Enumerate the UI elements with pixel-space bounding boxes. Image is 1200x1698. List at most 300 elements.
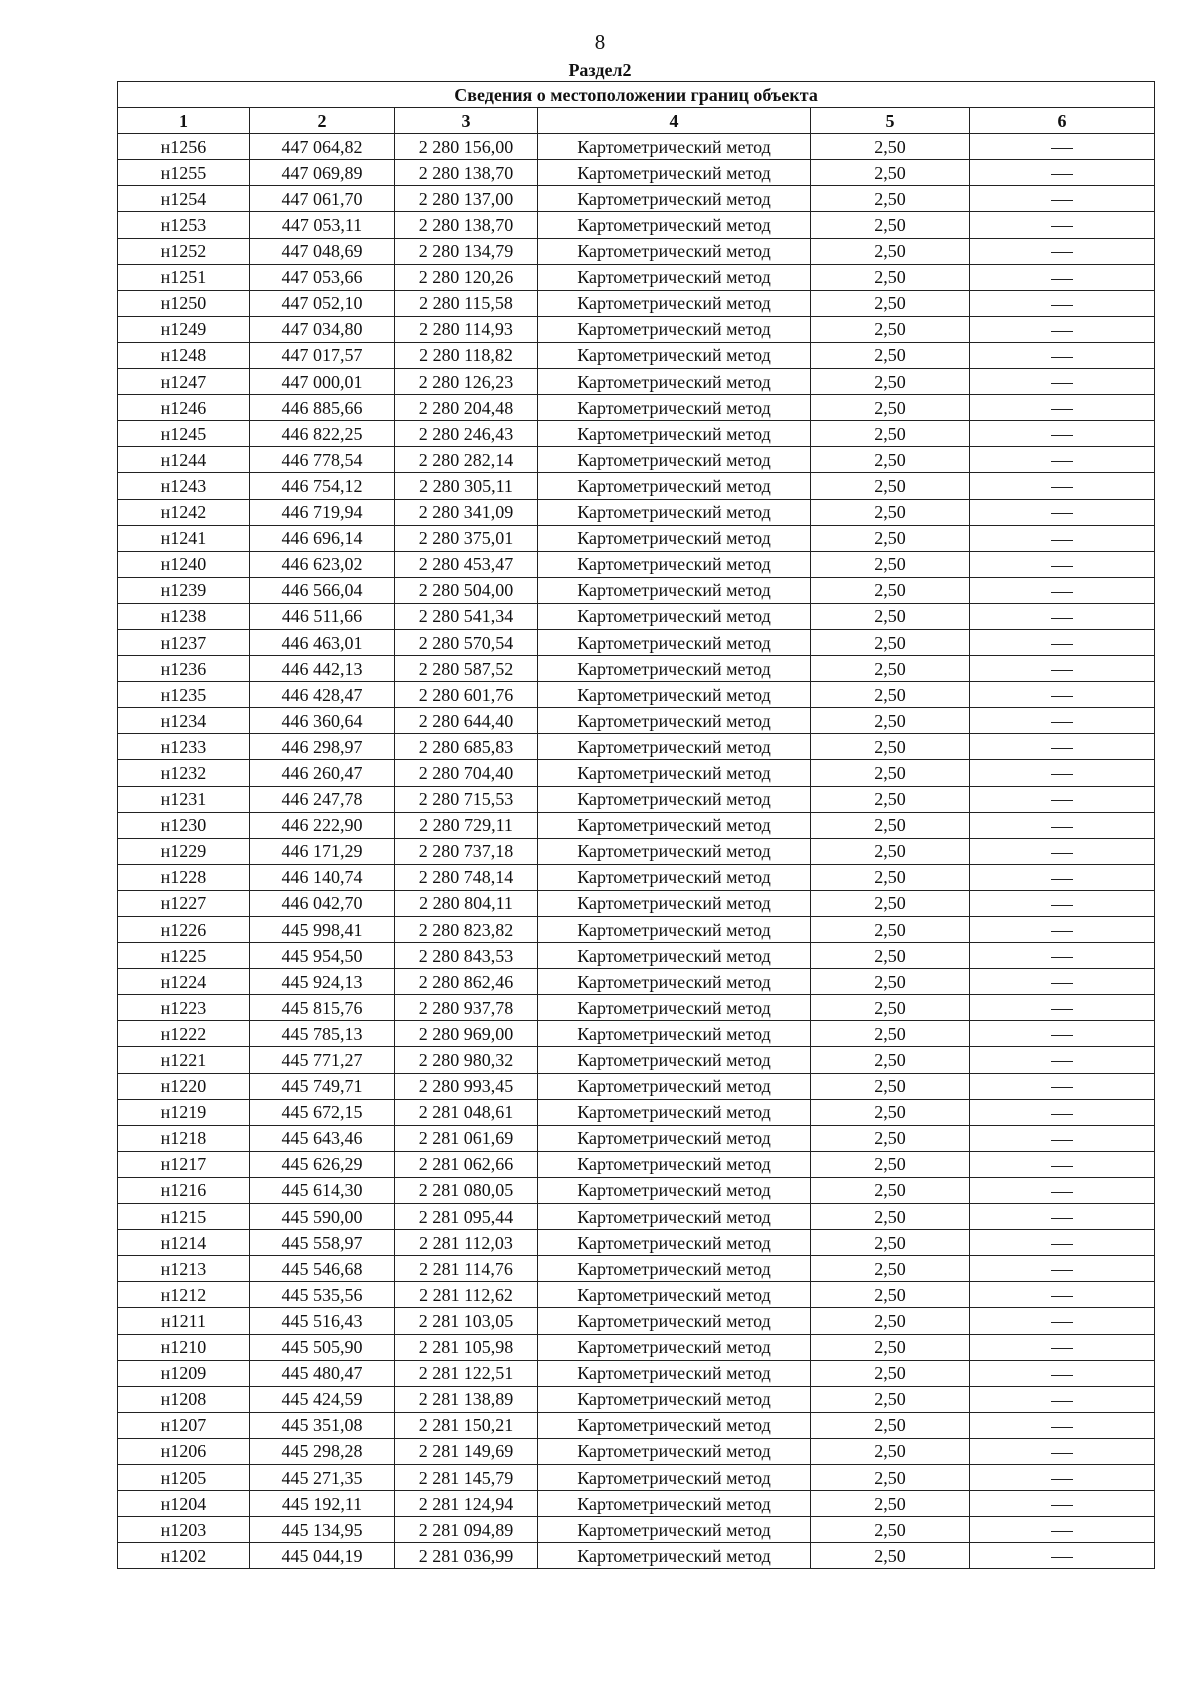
point-id-cell: н1242: [118, 499, 250, 525]
point-id-cell: н1226: [118, 917, 250, 943]
table-row: [118, 212, 1155, 238]
x-coordinate-cell: 446 360,64: [250, 708, 395, 734]
point-id-cell: н1219: [118, 1099, 250, 1125]
accuracy-cell: 2,50: [811, 369, 970, 395]
empty-value-dash: [1051, 931, 1073, 932]
description-cell: [970, 551, 1155, 577]
y-coordinate-cell: 2 280 937,78: [395, 995, 538, 1021]
method-cell: Картометрический метод: [538, 1204, 811, 1230]
point-id-cell: н1230: [118, 812, 250, 838]
accuracy-cell: 2,50: [811, 1073, 970, 1099]
table-row: [118, 1517, 1155, 1543]
point-id-cell: н1217: [118, 1151, 250, 1177]
accuracy-cell: 2,50: [811, 995, 970, 1021]
y-coordinate-cell: 2 281 124,94: [395, 1491, 538, 1517]
description-cell: [970, 1177, 1155, 1203]
method-cell: Картометрический метод: [538, 1491, 811, 1517]
method-cell: Картометрический метод: [538, 1282, 811, 1308]
accuracy-cell: 2,50: [811, 1021, 970, 1047]
table-row: [118, 864, 1155, 890]
method-cell: Картометрический метод: [538, 656, 811, 682]
empty-value-dash: [1051, 513, 1073, 514]
x-coordinate-cell: 445 192,11: [250, 1491, 395, 1517]
description-cell: [970, 369, 1155, 395]
column-header-4: 4: [538, 108, 811, 134]
accuracy-cell: 2,50: [811, 238, 970, 264]
point-id-cell: н1253: [118, 212, 250, 238]
method-cell: Картометрический метод: [538, 186, 811, 212]
y-coordinate-cell: 2 281 105,98: [395, 1334, 538, 1360]
description-cell: [970, 1204, 1155, 1230]
empty-value-dash: [1051, 1557, 1073, 1558]
y-coordinate-cell: 2 281 095,44: [395, 1204, 538, 1230]
x-coordinate-cell: 445 924,13: [250, 969, 395, 995]
point-id-cell: н1244: [118, 447, 250, 473]
point-id-cell: н1246: [118, 395, 250, 421]
y-coordinate-cell: 2 281 145,79: [395, 1464, 538, 1490]
table-row: [118, 760, 1155, 786]
empty-value-dash: [1051, 1322, 1073, 1323]
method-cell: Картометрический метод: [538, 499, 811, 525]
x-coordinate-cell: 445 643,46: [250, 1125, 395, 1151]
point-id-cell: н1256: [118, 134, 250, 160]
table-row: [118, 1386, 1155, 1412]
method-cell: Картометрический метод: [538, 290, 811, 316]
method-cell: Картометрический метод: [538, 1125, 811, 1151]
empty-value-dash: [1051, 905, 1073, 906]
description-cell: [970, 447, 1155, 473]
table-row: [118, 1073, 1155, 1099]
method-cell: Картометрический метод: [538, 551, 811, 577]
method-cell: Картометрический метод: [538, 1256, 811, 1282]
y-coordinate-cell: 2 280 156,00: [395, 134, 538, 160]
method-cell: Картометрический метод: [538, 1334, 811, 1360]
description-cell: [970, 134, 1155, 160]
x-coordinate-cell: 446 222,90: [250, 812, 395, 838]
method-cell: Картометрический метод: [538, 316, 811, 342]
empty-value-dash: [1051, 644, 1073, 645]
x-coordinate-cell: 447 053,66: [250, 264, 395, 290]
method-cell: Картометрический метод: [538, 525, 811, 551]
description-cell: [970, 186, 1155, 212]
point-id-cell: н1231: [118, 786, 250, 812]
point-id-cell: н1205: [118, 1464, 250, 1490]
empty-value-dash: [1051, 1114, 1073, 1115]
accuracy-cell: 2,50: [811, 264, 970, 290]
accuracy-cell: 2,50: [811, 1256, 970, 1282]
x-coordinate-cell: 446 778,54: [250, 447, 395, 473]
description-cell: [970, 342, 1155, 368]
y-coordinate-cell: 2 280 118,82: [395, 342, 538, 368]
empty-value-dash: [1051, 748, 1073, 749]
empty-value-dash: [1051, 566, 1073, 567]
empty-value-dash: [1051, 800, 1073, 801]
empty-value-dash: [1051, 1192, 1073, 1193]
method-cell: Картометрический метод: [538, 447, 811, 473]
table-row: [118, 1412, 1155, 1438]
empty-value-dash: [1051, 1218, 1073, 1219]
empty-value-dash: [1051, 409, 1073, 410]
point-id-cell: н1208: [118, 1386, 250, 1412]
method-cell: Картометрический метод: [538, 890, 811, 916]
point-id-cell: н1204: [118, 1491, 250, 1517]
accuracy-cell: 2,50: [811, 1230, 970, 1256]
table-row: [118, 1047, 1155, 1073]
method-cell: Картометрический метод: [538, 786, 811, 812]
empty-value-dash: [1051, 853, 1073, 854]
accuracy-cell: 2,50: [811, 551, 970, 577]
x-coordinate-cell: 445 298,28: [250, 1438, 395, 1464]
y-coordinate-cell: 2 280 704,40: [395, 760, 538, 786]
y-coordinate-cell: 2 280 541,34: [395, 603, 538, 629]
method-cell: Картометрический метод: [538, 1151, 811, 1177]
y-coordinate-cell: 2 280 341,09: [395, 499, 538, 525]
method-cell: Картометрический метод: [538, 1543, 811, 1569]
table-row: [118, 603, 1155, 629]
x-coordinate-cell: 446 247,78: [250, 786, 395, 812]
method-cell: Картометрический метод: [538, 1021, 811, 1047]
accuracy-cell: 2,50: [811, 656, 970, 682]
accuracy-cell: 2,50: [811, 1438, 970, 1464]
y-coordinate-cell: 2 280 823,82: [395, 917, 538, 943]
table-caption: Сведения о местоположении границ объекта: [118, 82, 1155, 108]
table-row: [118, 290, 1155, 316]
empty-value-dash: [1051, 983, 1073, 984]
empty-value-dash: [1051, 774, 1073, 775]
point-id-cell: н1215: [118, 1204, 250, 1230]
y-coordinate-cell: 2 280 504,00: [395, 577, 538, 603]
method-cell: Картометрический метод: [538, 1438, 811, 1464]
y-coordinate-cell: 2 280 737,18: [395, 838, 538, 864]
accuracy-cell: 2,50: [811, 421, 970, 447]
accuracy-cell: 2,50: [811, 134, 970, 160]
empty-value-dash: [1051, 200, 1073, 201]
accuracy-cell: 2,50: [811, 1386, 970, 1412]
accuracy-cell: 2,50: [811, 760, 970, 786]
y-coordinate-cell: 2 281 062,66: [395, 1151, 538, 1177]
accuracy-cell: 2,50: [811, 1543, 970, 1569]
method-cell: Картометрический метод: [538, 1464, 811, 1490]
table-row: [118, 1360, 1155, 1386]
method-cell: Картометрический метод: [538, 682, 811, 708]
accuracy-cell: 2,50: [811, 1282, 970, 1308]
x-coordinate-cell: 445 516,43: [250, 1308, 395, 1334]
x-coordinate-cell: 447 048,69: [250, 238, 395, 264]
description-cell: [970, 160, 1155, 186]
accuracy-cell: 2,50: [811, 577, 970, 603]
table-row: [118, 264, 1155, 290]
y-coordinate-cell: 2 281 112,62: [395, 1282, 538, 1308]
x-coordinate-cell: 446 696,14: [250, 525, 395, 551]
table-row: [118, 160, 1155, 186]
method-cell: Картометрический метод: [538, 760, 811, 786]
accuracy-cell: 2,50: [811, 734, 970, 760]
y-coordinate-cell: 2 281 114,76: [395, 1256, 538, 1282]
x-coordinate-cell: 446 260,47: [250, 760, 395, 786]
empty-value-dash: [1051, 1505, 1073, 1506]
y-coordinate-cell: 2 281 138,89: [395, 1386, 538, 1412]
table-row: [118, 238, 1155, 264]
method-cell: Картометрический метод: [538, 160, 811, 186]
point-id-cell: н1252: [118, 238, 250, 264]
y-coordinate-cell: 2 281 103,05: [395, 1308, 538, 1334]
x-coordinate-cell: 446 171,29: [250, 838, 395, 864]
method-cell: Картометрический метод: [538, 134, 811, 160]
point-id-cell: н1234: [118, 708, 250, 734]
table-row: [118, 1204, 1155, 1230]
accuracy-cell: 2,50: [811, 290, 970, 316]
y-coordinate-cell: 2 280 134,79: [395, 238, 538, 264]
empty-value-dash: [1051, 722, 1073, 723]
table-row: [118, 838, 1155, 864]
y-coordinate-cell: 2 280 601,76: [395, 682, 538, 708]
accuracy-cell: 2,50: [811, 1099, 970, 1125]
accuracy-cell: 2,50: [811, 499, 970, 525]
table-row: [118, 473, 1155, 499]
method-cell: Картометрический метод: [538, 917, 811, 943]
description-cell: [970, 1125, 1155, 1151]
y-coordinate-cell: 2 280 862,46: [395, 969, 538, 995]
x-coordinate-cell: 445 044,19: [250, 1543, 395, 1569]
accuracy-cell: 2,50: [811, 1491, 970, 1517]
point-id-cell: н1240: [118, 551, 250, 577]
accuracy-cell: 2,50: [811, 447, 970, 473]
description-cell: [970, 395, 1155, 421]
y-coordinate-cell: 2 280 204,48: [395, 395, 538, 421]
method-cell: Картометрический метод: [538, 1412, 811, 1438]
point-id-cell: н1237: [118, 629, 250, 655]
description-cell: [970, 969, 1155, 995]
empty-value-dash: [1051, 696, 1073, 697]
method-cell: Картометрический метод: [538, 1099, 811, 1125]
description-cell: [970, 890, 1155, 916]
description-cell: [970, 1517, 1155, 1543]
table-row: [118, 525, 1155, 551]
method-cell: Картометрический метод: [538, 969, 811, 995]
method-cell: Картометрический метод: [538, 629, 811, 655]
accuracy-cell: 2,50: [811, 969, 970, 995]
table-row: [118, 1543, 1155, 1569]
x-coordinate-cell: 445 134,95: [250, 1517, 395, 1543]
accuracy-cell: 2,50: [811, 1464, 970, 1490]
description-cell: [970, 1491, 1155, 1517]
y-coordinate-cell: 2 280 375,01: [395, 525, 538, 551]
description-cell: [970, 917, 1155, 943]
y-coordinate-cell: 2 281 149,69: [395, 1438, 538, 1464]
description-cell: [970, 734, 1155, 760]
description-cell: [970, 1230, 1155, 1256]
description-cell: [970, 1360, 1155, 1386]
y-coordinate-cell: 2 281 150,21: [395, 1412, 538, 1438]
empty-value-dash: [1051, 148, 1073, 149]
point-id-cell: н1222: [118, 1021, 250, 1047]
method-cell: Картометрический метод: [538, 238, 811, 264]
point-id-cell: н1202: [118, 1543, 250, 1569]
point-id-cell: н1248: [118, 342, 250, 368]
y-coordinate-cell: 2 280 137,00: [395, 186, 538, 212]
point-id-cell: н1249: [118, 316, 250, 342]
table-row: [118, 1125, 1155, 1151]
x-coordinate-cell: 445 480,47: [250, 1360, 395, 1386]
y-coordinate-cell: 2 281 112,03: [395, 1230, 538, 1256]
x-coordinate-cell: 445 626,29: [250, 1151, 395, 1177]
method-cell: Картометрический метод: [538, 369, 811, 395]
description-cell: [970, 1386, 1155, 1412]
method-cell: Картометрический метод: [538, 1517, 811, 1543]
table-row: [118, 943, 1155, 969]
x-coordinate-cell: 446 623,02: [250, 551, 395, 577]
description-cell: [970, 708, 1155, 734]
y-coordinate-cell: 2 280 715,53: [395, 786, 538, 812]
table-row: [118, 1334, 1155, 1360]
description-cell: [970, 1073, 1155, 1099]
empty-value-dash: [1051, 383, 1073, 384]
x-coordinate-cell: 447 034,80: [250, 316, 395, 342]
empty-value-dash: [1051, 879, 1073, 880]
empty-value-dash: [1051, 279, 1073, 280]
empty-value-dash: [1051, 1531, 1073, 1532]
y-coordinate-cell: 2 281 122,51: [395, 1360, 538, 1386]
empty-value-dash: [1051, 1427, 1073, 1428]
table-row: [118, 1230, 1155, 1256]
table-row: [118, 499, 1155, 525]
y-coordinate-cell: 2 280 120,26: [395, 264, 538, 290]
y-coordinate-cell: 2 281 080,05: [395, 1177, 538, 1203]
y-coordinate-cell: 2 280 993,45: [395, 1073, 538, 1099]
point-id-cell: н1238: [118, 603, 250, 629]
empty-value-dash: [1051, 1453, 1073, 1454]
table-row: [118, 995, 1155, 1021]
table-row: [118, 1282, 1155, 1308]
table-row: [118, 447, 1155, 473]
point-id-cell: н1218: [118, 1125, 250, 1151]
description-cell: [970, 682, 1155, 708]
empty-value-dash: [1051, 1270, 1073, 1271]
description-cell: [970, 1464, 1155, 1490]
accuracy-cell: 2,50: [811, 603, 970, 629]
x-coordinate-cell: 446 822,25: [250, 421, 395, 447]
accuracy-cell: 2,50: [811, 1517, 970, 1543]
point-id-cell: н1255: [118, 160, 250, 186]
column-header-3: 3: [395, 108, 538, 134]
table-row: [118, 186, 1155, 212]
x-coordinate-cell: 446 140,74: [250, 864, 395, 890]
empty-value-dash: [1051, 174, 1073, 175]
table-row: [118, 134, 1155, 160]
y-coordinate-cell: 2 280 115,58: [395, 290, 538, 316]
empty-value-dash: [1051, 1479, 1073, 1480]
accuracy-cell: 2,50: [811, 1204, 970, 1230]
column-header-5: 5: [811, 108, 970, 134]
description-cell: [970, 786, 1155, 812]
description-cell: [970, 473, 1155, 499]
method-cell: Картометрический метод: [538, 812, 811, 838]
table-row: [118, 1464, 1155, 1490]
empty-value-dash: [1051, 1166, 1073, 1167]
method-cell: Картометрический метод: [538, 421, 811, 447]
x-coordinate-cell: 446 511,66: [250, 603, 395, 629]
table-row: [118, 316, 1155, 342]
x-coordinate-cell: 446 298,97: [250, 734, 395, 760]
description-cell: [970, 525, 1155, 551]
x-coordinate-cell: 447 053,11: [250, 212, 395, 238]
y-coordinate-cell: 2 280 282,14: [395, 447, 538, 473]
x-coordinate-cell: 445 614,30: [250, 1177, 395, 1203]
method-cell: Картометрический метод: [538, 264, 811, 290]
empty-value-dash: [1051, 827, 1073, 828]
description-cell: [970, 577, 1155, 603]
point-id-cell: н1220: [118, 1073, 250, 1099]
table-row: [118, 395, 1155, 421]
table-row: [118, 969, 1155, 995]
x-coordinate-cell: 447 069,89: [250, 160, 395, 186]
empty-value-dash: [1051, 1401, 1073, 1402]
point-id-cell: н1224: [118, 969, 250, 995]
description-cell: [970, 1308, 1155, 1334]
accuracy-cell: 2,50: [811, 1047, 970, 1073]
point-id-cell: н1229: [118, 838, 250, 864]
accuracy-cell: 2,50: [811, 812, 970, 838]
method-cell: Картометрический метод: [538, 1360, 811, 1386]
x-coordinate-cell: 445 785,13: [250, 1021, 395, 1047]
table-row: [118, 369, 1155, 395]
method-cell: Картометрический метод: [538, 1177, 811, 1203]
method-cell: Картометрический метод: [538, 995, 811, 1021]
method-cell: Картометрический метод: [538, 1230, 811, 1256]
accuracy-cell: 2,50: [811, 1412, 970, 1438]
method-cell: Картометрический метод: [538, 395, 811, 421]
point-id-cell: н1209: [118, 1360, 250, 1386]
accuracy-cell: 2,50: [811, 1151, 970, 1177]
empty-value-dash: [1051, 487, 1073, 488]
accuracy-cell: 2,50: [811, 786, 970, 812]
empty-value-dash: [1051, 1087, 1073, 1088]
point-id-cell: н1213: [118, 1256, 250, 1282]
description-cell: [970, 1282, 1155, 1308]
empty-value-dash: [1051, 592, 1073, 593]
column-number-row: [118, 108, 1155, 134]
y-coordinate-cell: 2 280 980,32: [395, 1047, 538, 1073]
x-coordinate-cell: 445 546,68: [250, 1256, 395, 1282]
method-cell: Картометрический метод: [538, 864, 811, 890]
column-header-6: 6: [970, 108, 1155, 134]
empty-value-dash: [1051, 618, 1073, 619]
point-id-cell: н1214: [118, 1230, 250, 1256]
description-cell: [970, 943, 1155, 969]
accuracy-cell: 2,50: [811, 395, 970, 421]
x-coordinate-cell: 446 719,94: [250, 499, 395, 525]
table-row: [118, 1099, 1155, 1125]
point-id-cell: н1203: [118, 1517, 250, 1543]
description-cell: [970, 656, 1155, 682]
description-cell: [970, 290, 1155, 316]
empty-value-dash: [1051, 331, 1073, 332]
table-row: [118, 708, 1155, 734]
x-coordinate-cell: 445 815,76: [250, 995, 395, 1021]
description-cell: [970, 1412, 1155, 1438]
y-coordinate-cell: 2 280 453,47: [395, 551, 538, 577]
accuracy-cell: 2,50: [811, 525, 970, 551]
accuracy-cell: 2,50: [811, 186, 970, 212]
x-coordinate-cell: 447 000,01: [250, 369, 395, 395]
y-coordinate-cell: 2 280 969,00: [395, 1021, 538, 1047]
table-row: [118, 812, 1155, 838]
y-coordinate-cell: 2 281 048,61: [395, 1099, 538, 1125]
table-row: [118, 656, 1155, 682]
table-row: [118, 1308, 1155, 1334]
point-id-cell: н1245: [118, 421, 250, 447]
empty-value-dash: [1051, 540, 1073, 541]
